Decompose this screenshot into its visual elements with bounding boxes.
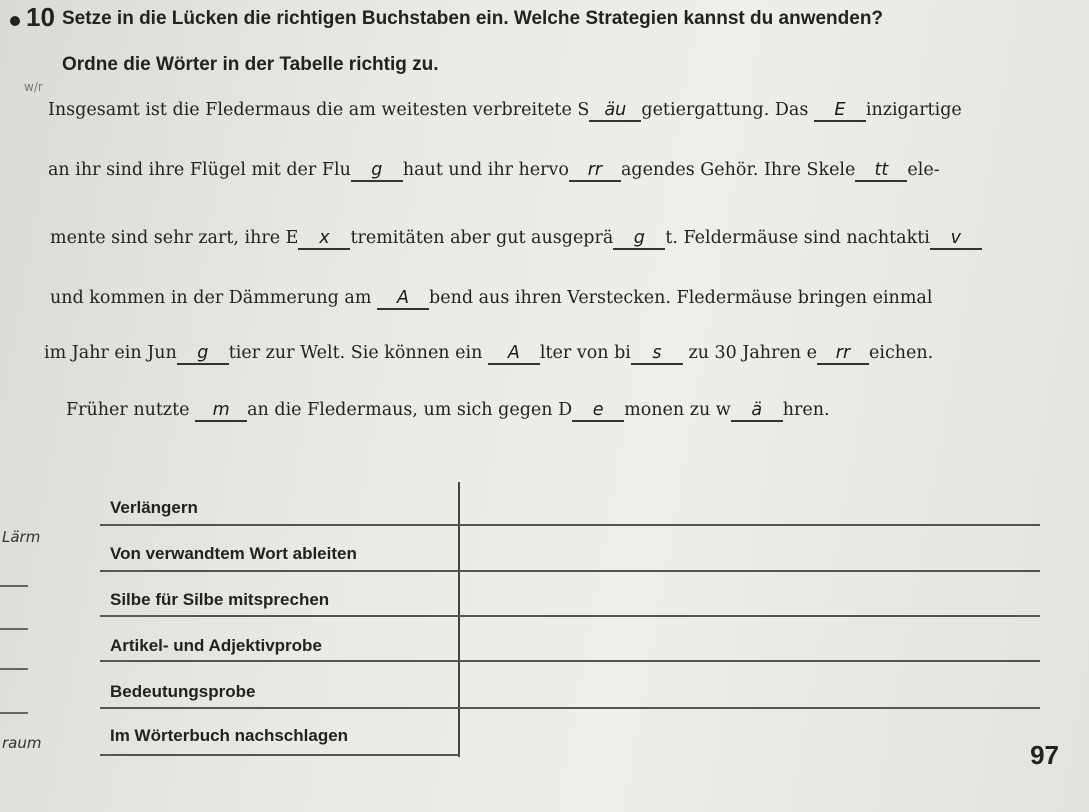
table-rule bbox=[100, 570, 1040, 572]
task-number: 10 bbox=[26, 2, 55, 32]
gap-answer[interactable]: E bbox=[814, 102, 866, 122]
task-instruction-1: Setze in die Lücken die richtigen Buchstaben ein. Welche Strategien kannst du anwenden? bbox=[62, 8, 884, 29]
gap-answer[interactable]: tt bbox=[855, 162, 907, 182]
text-segment: agendes Gehör. Ihre Skele bbox=[620, 160, 856, 180]
table-rule bbox=[100, 660, 1040, 662]
table-row-label: Bedeutungsprobe bbox=[110, 682, 256, 701]
gap-answer[interactable]: s bbox=[631, 345, 683, 365]
text-segment: tier zur Welt. Sie können ein bbox=[228, 343, 488, 363]
text-segment: zu 30 Jahren e bbox=[682, 343, 817, 363]
text-segment: hren. bbox=[782, 400, 830, 420]
text-line-1 bbox=[48, 102, 962, 122]
text-segment: eichen. bbox=[869, 343, 934, 363]
gap-answer[interactable]: ä bbox=[731, 402, 783, 422]
table-row-label: Artikel- und Adjektivprobe bbox=[110, 636, 322, 655]
text-line-3 bbox=[50, 230, 982, 250]
gap-answer[interactable]: A bbox=[377, 290, 429, 310]
gap-answer[interactable]: A bbox=[488, 345, 540, 365]
text-segment: bend aus ihren Verstecken. Fledermäuse bringen einmal bbox=[429, 288, 933, 308]
text-line-4 bbox=[50, 290, 932, 310]
text-segment: tremitäten aber gut ausgeprä bbox=[350, 228, 614, 248]
strategy-table bbox=[100, 482, 1045, 762]
margin-dash bbox=[0, 712, 28, 714]
gap-answer[interactable]: äu bbox=[589, 102, 641, 122]
gap-answer[interactable]: m bbox=[195, 402, 247, 422]
gap-answer[interactable]: g bbox=[351, 162, 403, 182]
gap-answer[interactable]: v bbox=[930, 230, 982, 250]
table-row-label: Verlängern bbox=[110, 498, 198, 517]
gap-answer[interactable]: g bbox=[177, 345, 229, 365]
handwritten-note: Lärm bbox=[2, 528, 41, 546]
text-segment: an ihr sind ihre Flügel mit der Flu bbox=[48, 160, 351, 180]
text-segment: mente sind sehr zart, ihre E bbox=[50, 228, 299, 248]
margin-dash bbox=[0, 628, 28, 630]
table-row-label: Im Wörterbuch nachschlagen bbox=[110, 726, 349, 745]
text-segment: lter von bi bbox=[539, 343, 631, 363]
margin-note: w/r bbox=[24, 80, 43, 94]
task-bullet-icon bbox=[10, 16, 20, 26]
text-segment: im Jahr ein Jun bbox=[44, 343, 177, 363]
gap-answer[interactable]: rr bbox=[817, 345, 869, 365]
page-number: 97 bbox=[1030, 740, 1059, 770]
table-rule bbox=[100, 707, 1040, 709]
table-row-label: Von verwandtem Wort ableiten bbox=[110, 544, 357, 563]
table-rule bbox=[100, 754, 460, 756]
text-segment: getiergattung. Das bbox=[641, 100, 814, 120]
gap-answer[interactable]: x bbox=[298, 230, 350, 250]
text-segment: inzigartige bbox=[865, 100, 962, 120]
gap-answer[interactable]: g bbox=[613, 230, 665, 250]
margin-dash bbox=[0, 668, 28, 670]
table-rule bbox=[100, 524, 1040, 526]
table-row-label: Silbe für Silbe mitsprechen bbox=[110, 590, 330, 609]
text-segment: Früher nutzte bbox=[66, 400, 196, 420]
text-line-2 bbox=[48, 162, 940, 182]
text-segment: Insgesamt ist die Fledermaus die am weitesten verbreitete S bbox=[48, 100, 590, 120]
table-rule bbox=[100, 615, 1040, 617]
text-segment: t. Feldermäuse sind nachtakti bbox=[665, 228, 930, 248]
gap-answer[interactable]: e bbox=[572, 402, 624, 422]
gap-answer[interactable]: rr bbox=[569, 162, 621, 182]
text-segment: und kommen in der Dämmerung am bbox=[50, 288, 378, 308]
text-segment: monen zu w bbox=[624, 400, 731, 420]
text-segment: ele- bbox=[907, 160, 940, 180]
text-line-6 bbox=[66, 402, 830, 422]
text-segment: an die Fledermaus, um sich gegen D bbox=[247, 400, 573, 420]
text-line-5 bbox=[44, 345, 933, 365]
margin-dash bbox=[0, 585, 28, 587]
task-instruction-2: Ordne die Wörter in der Tabelle richtig zu. bbox=[62, 54, 439, 75]
text-segment: haut und ihr hervo bbox=[402, 160, 569, 180]
handwritten-note: raum bbox=[2, 734, 42, 752]
